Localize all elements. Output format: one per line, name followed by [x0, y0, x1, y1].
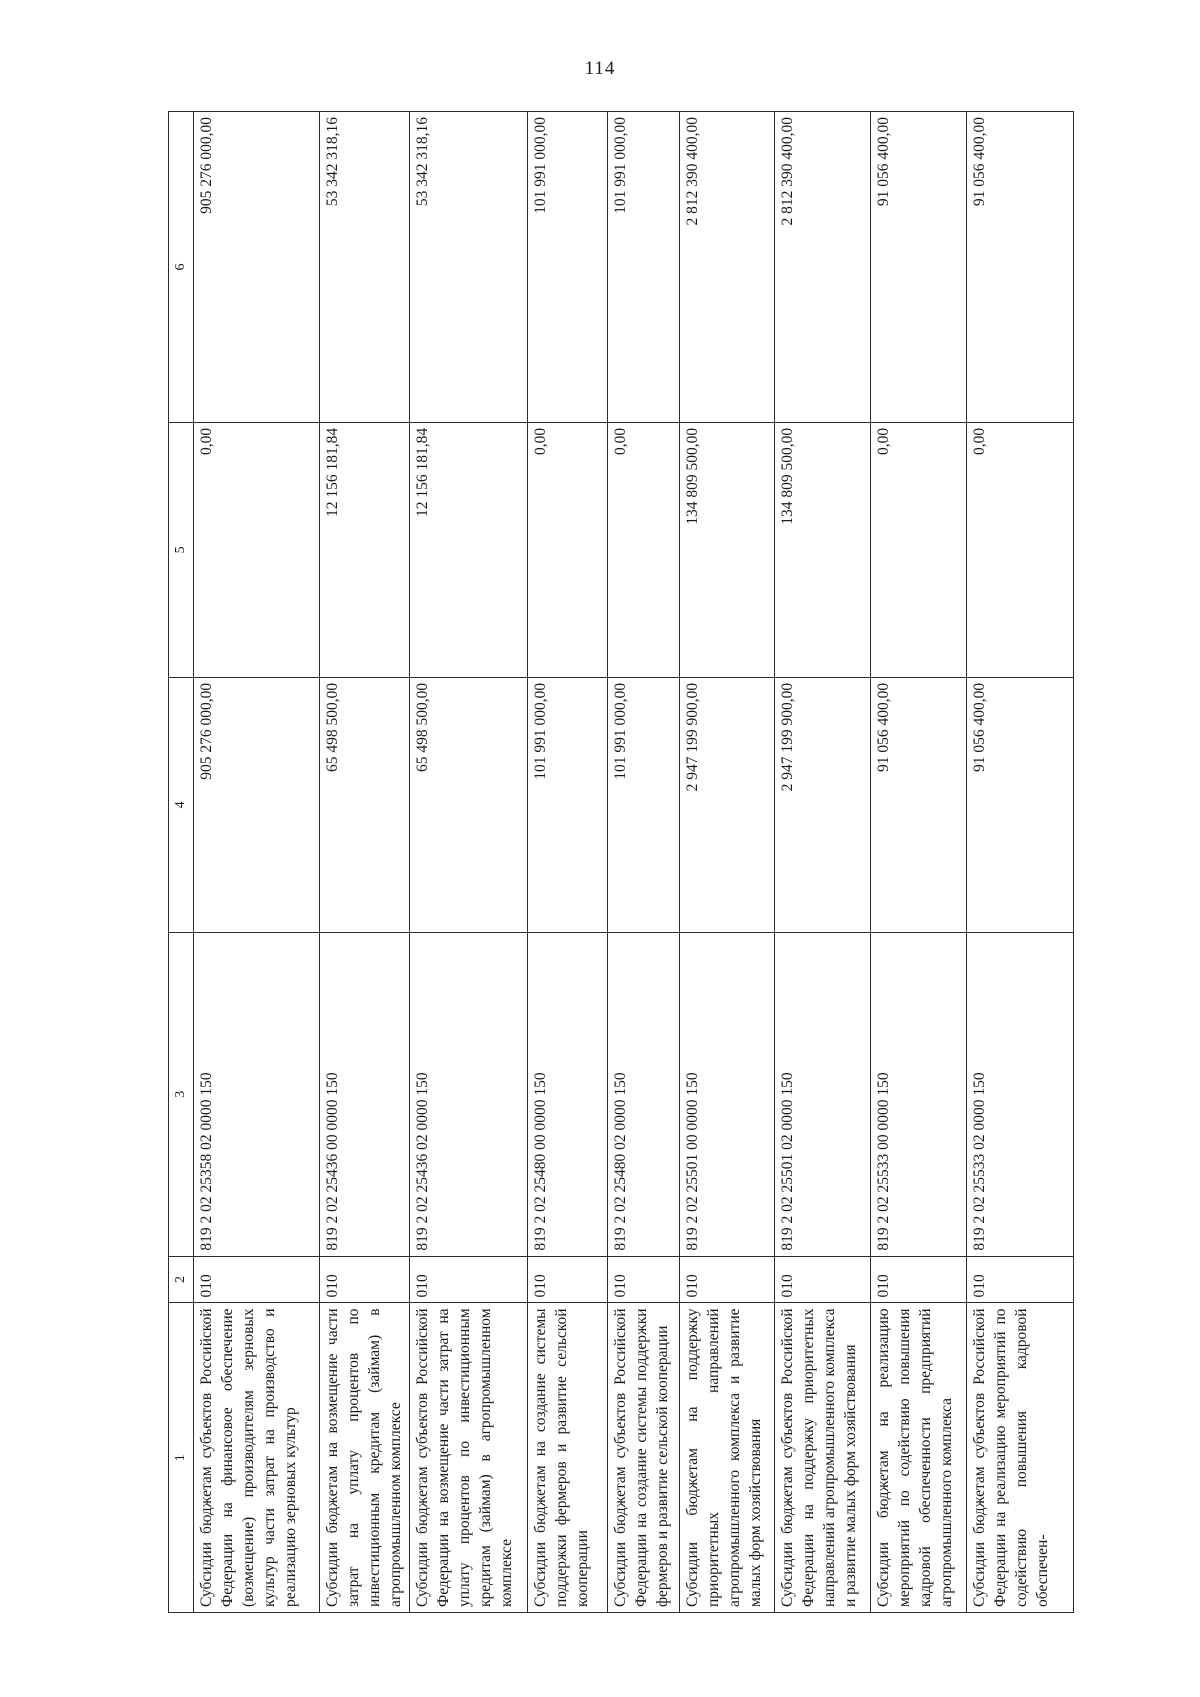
table-row [967, 112, 1074, 1613]
row-classification-cell: 819 2 02 25358 02 0000 150 [194, 932, 320, 1256]
row-col6-cell: 53 342 318,16 [320, 112, 410, 423]
row-name-cell: Субсидии бюджетам субъектов Российской Федерации на возмещение части затрат на уплату процентов по инвестиционным кредитам (займам) в агропромышленном комплексе [410, 1303, 528, 1613]
row-classification-cell: 819 2 02 25480 00 0000 150 [528, 932, 608, 1256]
row-col6-cell: 53 342 318,16 [410, 112, 528, 423]
row-name-cell: Субсидии бюджетам на реализацию мероприятий по содействию повышения кадровой обеспеченности предприятий агропромышленного комплекса [871, 1303, 967, 1613]
row-col4-cell: 2 947 199 900,00 [680, 677, 775, 932]
header-cell: 1 [169, 1303, 194, 1613]
row-classification-cell: 819 2 02 25480 02 0000 150 [608, 932, 680, 1256]
row-col4-cell: 65 498 500,00 [320, 677, 410, 932]
row-name-cell: Субсидии бюджетам субъектов Российской Федерации на реализацию мероприятий по содействию повышения кадровой обеспечен- [967, 1303, 1074, 1613]
row-col6-cell: 91 056 400,00 [871, 112, 967, 423]
header-cell: 3 [169, 932, 194, 1256]
row-col5-cell: 0,00 [871, 422, 967, 677]
row-code-cell: 010 [194, 1256, 320, 1303]
row-code-cell: 010 [967, 1256, 1074, 1303]
row-classification-cell: 819 2 02 25436 00 0000 150 [320, 932, 410, 1256]
row-col5-cell: 12 156 181,84 [410, 422, 528, 677]
row-code-cell: 010 [528, 1256, 608, 1303]
table-row [871, 112, 967, 1613]
budget-table [168, 111, 1074, 1613]
header-cell: 5 [169, 422, 194, 677]
row-col6-cell: 101 991 000,00 [608, 112, 680, 423]
row-code-cell: 010 [680, 1256, 775, 1303]
row-classification-cell: 819 2 02 25501 02 0000 150 [775, 932, 871, 1256]
row-col5-cell: 12 156 181,84 [320, 422, 410, 677]
row-col4-cell: 101 991 000,00 [608, 677, 680, 932]
row-col4-cell: 91 056 400,00 [967, 677, 1074, 932]
row-col6-cell: 91 056 400,00 [967, 112, 1074, 423]
row-code-cell: 010 [871, 1256, 967, 1303]
row-col4-cell: 91 056 400,00 [871, 677, 967, 932]
row-col5-cell: 0,00 [608, 422, 680, 677]
row-col4-cell: 905 276 000,00 [194, 677, 320, 932]
row-code-cell: 010 [320, 1256, 410, 1303]
header-row [169, 112, 194, 1613]
rotated-table-container [168, 111, 1074, 1613]
row-col5-cell: 0,00 [194, 422, 320, 677]
header-cell: 4 [169, 677, 194, 932]
row-classification-cell: 819 2 02 25533 02 0000 150 [967, 932, 1074, 1256]
row-name-cell: Субсидии бюджетам на поддержку приоритетных направлений агропромышленного комплекса и развитие малых форм хозяйствования [680, 1303, 775, 1613]
row-col6-cell: 905 276 000,00 [194, 112, 320, 423]
row-col5-cell: 0,00 [528, 422, 608, 677]
header-cell: 2 [169, 1256, 194, 1303]
table-row [410, 112, 528, 1613]
row-code-cell: 010 [410, 1256, 528, 1303]
table-row [320, 112, 410, 1613]
table-row [528, 112, 608, 1613]
row-classification-cell: 819 2 02 25533 00 0000 150 [871, 932, 967, 1256]
row-name-cell: Субсидии бюджетам на возмещение части затрат на уплату процентов по инвестиционным кредитам (займам) в агропромышленном комплексе [320, 1303, 410, 1613]
table-row [608, 112, 680, 1613]
table-row [680, 112, 775, 1613]
row-col4-cell: 101 991 000,00 [528, 677, 608, 932]
row-col4-cell: 65 498 500,00 [410, 677, 528, 932]
row-name-cell: Субсидии бюджетам на создание системы поддержки фермеров и развитие сельской кооперации [528, 1303, 608, 1613]
row-col5-cell: 0,00 [967, 422, 1074, 677]
row-col4-cell: 2 947 199 900,00 [775, 677, 871, 932]
header-cell: 6 [169, 112, 194, 423]
row-code-cell: 010 [608, 1256, 680, 1303]
row-col5-cell: 134 809 500,00 [775, 422, 871, 677]
row-classification-cell: 819 2 02 25501 00 0000 150 [680, 932, 775, 1256]
page-number: 114 [584, 58, 616, 79]
row-classification-cell: 819 2 02 25436 02 0000 150 [410, 932, 528, 1256]
row-name-cell: Субсидии бюджетам субъектов Российской Федерации на поддержку приоритетных направлений агропромышленного комплекса и развитие малых форм хозяйствования [775, 1303, 871, 1613]
row-col6-cell: 2 812 390 400,00 [680, 112, 775, 423]
row-name-cell: Субсидии бюджетам субъектов Российской Федерации на финансовое обеспечение (возмещение) производителям зерновых культур части затрат на производство и реализацию зерновых культур [194, 1303, 320, 1613]
table-row [194, 112, 320, 1613]
row-name-cell: Субсидии бюджетам субъектов Российской Федерации на создание системы поддержки фермеров и развитие сельской кооперации [608, 1303, 680, 1613]
row-col5-cell: 134 809 500,00 [680, 422, 775, 677]
row-col6-cell: 2 812 390 400,00 [775, 112, 871, 423]
table-row [775, 112, 871, 1613]
row-code-cell: 010 [775, 1256, 871, 1303]
row-col6-cell: 101 991 000,00 [528, 112, 608, 423]
